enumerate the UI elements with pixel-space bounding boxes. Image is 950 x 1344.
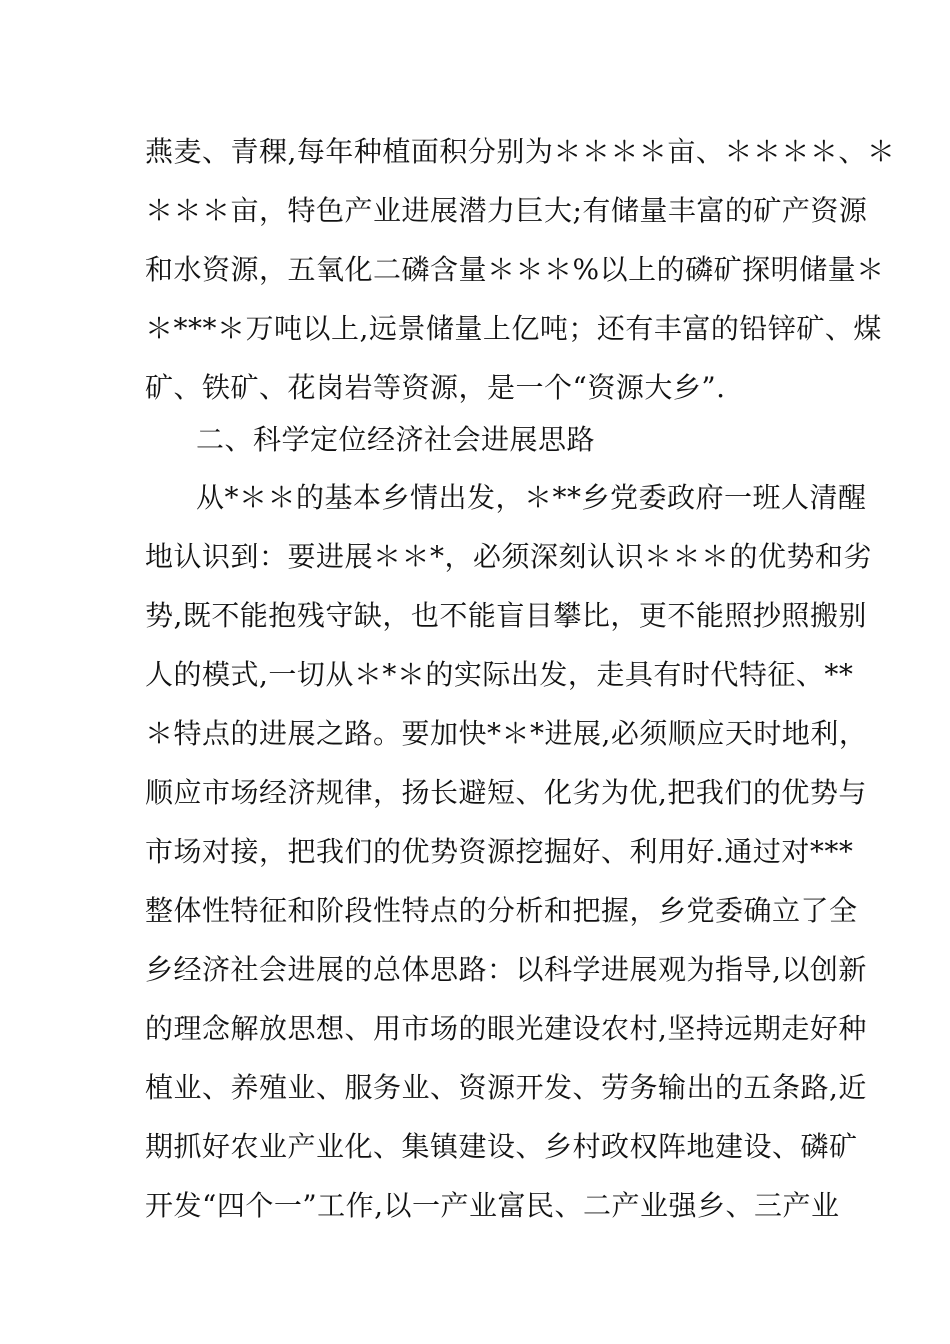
text-line: 开发“四个一”工作,以一产业富民、二产业强乡、三产业 bbox=[145, 1189, 840, 1222]
text-line: 期抓好农业产业化、集镇建设、乡村政权阵地建设、磷矿 bbox=[145, 1130, 858, 1163]
text-line: 的理念解放思想、用市场的眼光建设农村,坚持远期走好种 bbox=[145, 1012, 867, 1045]
text-line: 植业、养殖业、服务业、资源开发、劳务输出的五条路,近 bbox=[145, 1071, 867, 1104]
text-line: 市场对接，把我们的优势资源挖掘好、利用好.通过对*** bbox=[145, 835, 854, 868]
section-heading: 二、科学定位经济社会进展思路 bbox=[196, 423, 596, 456]
text-line: 和水资源，五氧化二磷含量＊＊＊%以上的磷矿探明储量＊ bbox=[145, 253, 885, 286]
text-line: 矿、铁矿、花岗岩等资源，是一个“资源大乡”. bbox=[145, 371, 726, 404]
text-line: 乡经济社会进展的总体思路：以科学进展观为指导,以创新 bbox=[145, 953, 867, 986]
text-line: 燕麦、青稞,每年种植面积分别为＊＊＊＊亩、＊＊＊＊、＊ bbox=[145, 135, 896, 168]
text-line: ＊＊＊亩，特色产业进展潜力巨大;有储量丰富的矿产资源 bbox=[145, 194, 868, 227]
text-line: 顺应市场经济规律，扬长避短、化劣为优,把我们的优势与 bbox=[145, 776, 867, 809]
text-line: 地认识到：要进展＊＊*，必须深刻认识＊＊＊的优势和劣 bbox=[145, 540, 873, 573]
text-line: 人的模式,一切从＊*＊的实际出发，走具有时代特征、** bbox=[145, 658, 854, 691]
text-line: ＊特点的进展之路。要加快*＊*进展,必须顺应天时地利， bbox=[145, 717, 868, 750]
text-line: 整体性特征和阶段性特点的分析和把握，乡党委确立了全 bbox=[145, 894, 858, 927]
text-line: 从*＊＊的基本乡情出发，＊**乡党委政府一班人清醒 bbox=[196, 481, 867, 514]
text-line: ＊***＊万吨以上,远景储量上亿吨；还有丰富的铅锌矿、煤 bbox=[145, 312, 882, 345]
text-line: 势,既不能抱残守缺，也不能盲目攀比，更不能照抄照搬别 bbox=[145, 599, 867, 632]
